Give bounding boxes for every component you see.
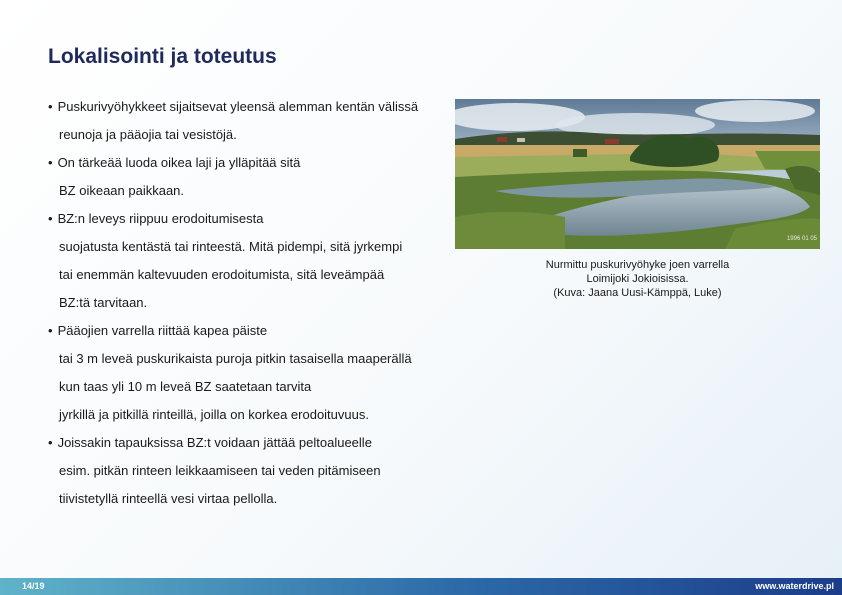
bullet-4-line-4: jyrkillä ja pitkillä rinteillä, joilla on korkea erodoituvuus. <box>59 407 369 422</box>
bullet-4-line-3: kun taas yli 10 m leveä BZ saatetaan tarvita <box>59 379 312 394</box>
website-link[interactable]: www.waterdrive.pl <box>755 581 834 591</box>
bullet-4-line-2: tai 3 m leveä puskurikaista puroja pitkin tasaisella maaperällä <box>59 351 412 366</box>
bullet-5-line-1: • Joissakin tapauksissa BZ:t voidaan jättää peltoalueelle <box>48 429 458 457</box>
bullet-1-line-1: • Puskurivyöhykkeet sijaitsevat yleensä alemman kentän välissä <box>48 93 458 121</box>
bullet-2-line-1: • On tärkeää luoda oikea laji ja ylläpitää sitä <box>48 149 458 177</box>
bullet-3-line-2: suojatusta kentästä tai rinteestä. Mitä pidempi, sitä jyrkempi <box>59 239 403 254</box>
slide-title: Lokalisointi ja toteutus <box>48 45 277 68</box>
bullet-5-line-2: esim. pitkän rinteen leikkaamiseen tai veden pitämiseen <box>59 463 381 478</box>
page-number: 14/19 <box>22 581 45 591</box>
photo-date-stamp: 1996 01 05 <box>786 236 817 242</box>
photo-caption <box>455 258 820 300</box>
bullet-2-line-2: BZ oikeaan paikkaan. <box>59 183 185 198</box>
caption-line-1: Nurmittu puskurivyöhyke joen varrella <box>545 259 730 271</box>
caption-line-2: Loimijoki Jokioisissa. <box>586 273 689 285</box>
bullet-1-line-2: reunoja ja pääojia tai vesistöjä. <box>59 127 237 142</box>
caption-line-3: (Kuva: Jaana Uusi-Kämppä, Luke) <box>553 287 722 299</box>
bullet-list <box>48 93 458 513</box>
bullet-4-line-1: • Pääojien varrella riittää kapea päiste <box>48 317 458 345</box>
footer-bar <box>0 578 842 595</box>
bullet-3-line-3: tai enemmän kaltevuuden erodoitumista, sitä leveämpää <box>59 267 385 282</box>
river-buffer-zone-photo <box>455 99 820 249</box>
bullet-3-line-4: BZ:tä tarvitaan. <box>59 295 148 310</box>
bullet-3-line-1: • BZ:n leveys riippuu erodoitumisesta <box>48 205 458 233</box>
bullet-5-line-3: tiivistetyllä rinteellä vesi virtaa pellolla. <box>59 491 278 506</box>
